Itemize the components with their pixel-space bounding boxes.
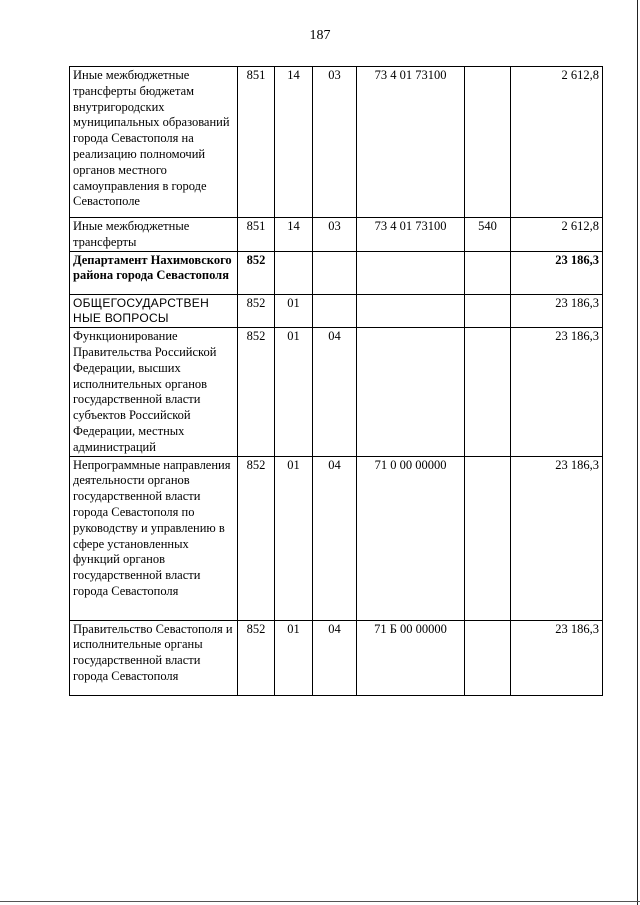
amount: 23 186,3 [511, 620, 603, 695]
ministry-code: 852 [238, 251, 275, 294]
expense-type-code [465, 67, 511, 218]
section-code: 01 [275, 328, 313, 456]
subsection-code: 03 [313, 218, 357, 252]
table-row [70, 218, 603, 252]
target-article-code: 73 4 01 73100 [357, 218, 465, 252]
expense-type-code [465, 251, 511, 294]
table-row [70, 67, 603, 218]
target-article-code: 73 4 01 73100 [357, 67, 465, 218]
ministry-code: 852 [238, 456, 275, 620]
subsection-code [313, 251, 357, 294]
amount: 23 186,3 [511, 456, 603, 620]
row-name: Иные межбюджетные трансферты [70, 218, 238, 252]
amount: 2 612,8 [511, 218, 603, 252]
amount: 23 186,3 [511, 328, 603, 456]
target-article-code [357, 328, 465, 456]
section-code: 01 [275, 456, 313, 620]
target-article-code [357, 251, 465, 294]
page-number: 187 [309, 28, 331, 43]
table-row [70, 456, 603, 620]
subsection-code [313, 294, 357, 328]
row-name: Департамент Нахимовского района города Севастополя [70, 251, 238, 294]
target-article-code: 71 Б 00 00000 [357, 620, 465, 695]
expense-type-code: 540 [465, 218, 511, 252]
expense-type-code [465, 456, 511, 620]
section-code: 01 [275, 620, 313, 695]
subsection-code: 03 [313, 67, 357, 218]
page-edge-bottom [0, 901, 640, 902]
amount: 23 186,3 [511, 251, 603, 294]
ministry-code: 852 [238, 620, 275, 695]
section-code: 14 [275, 218, 313, 252]
section-code [275, 251, 313, 294]
row-name: Иные межбюджетные трансферты бюджетам внутригородских муниципальных образований города Севастополя на реализацию полномочий органов местного самоуправления в городе Севастополе [70, 67, 238, 218]
table-row [70, 251, 603, 294]
target-article-code: 71 0 00 00000 [357, 456, 465, 620]
expense-type-code [465, 620, 511, 695]
ministry-code: 852 [238, 294, 275, 328]
subsection-code: 04 [313, 456, 357, 620]
ministry-code: 852 [238, 328, 275, 456]
table-row [70, 328, 603, 456]
expense-type-code [465, 294, 511, 328]
page-edge-right [637, 0, 638, 905]
row-name: Правительство Севастополя и исполнительные органы государственной власти города Севастополя [70, 620, 238, 695]
expense-type-code [465, 328, 511, 456]
target-article-code [357, 294, 465, 328]
row-name: Функционирование Правительства Российской Федерации, высших исполнительных органов государственной власти субъектов Российской Федерации, местных администраций [70, 328, 238, 456]
budget-table [69, 66, 603, 696]
amount: 2 612,8 [511, 67, 603, 218]
section-code: 14 [275, 67, 313, 218]
subsection-code: 04 [313, 620, 357, 695]
ministry-code: 851 [238, 67, 275, 218]
table-row [70, 620, 603, 695]
section-code: 01 [275, 294, 313, 328]
ministry-code: 851 [238, 218, 275, 252]
table-row [70, 294, 603, 328]
row-name: Непрограммные направления деятельности органов государственной власти города Севастополя по руководству и управлению в сфере установленных функций органов государственной власти города Севастополя [70, 456, 238, 620]
subsection-code: 04 [313, 328, 357, 456]
row-name: ОБЩЕГОСУДАРСТВЕН НЫЕ ВОПРОСЫ [70, 294, 238, 328]
amount: 23 186,3 [511, 294, 603, 328]
